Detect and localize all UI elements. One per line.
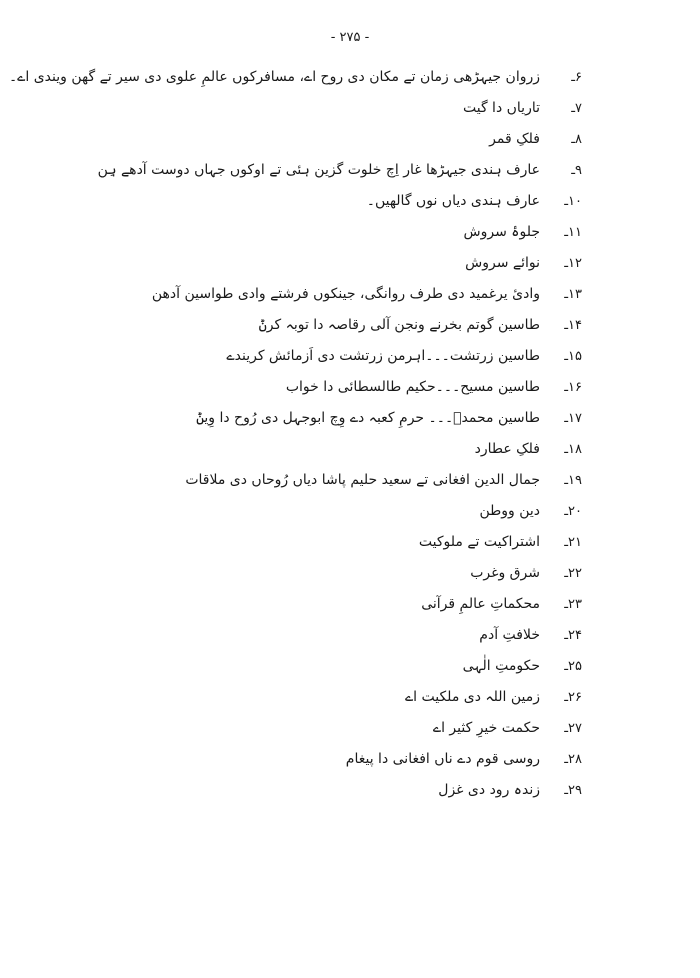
page-number: - ۲۷۵ - <box>330 30 370 45</box>
entry-number: ۲۷ـ <box>564 721 582 736</box>
toc-entry <box>22 279 582 310</box>
entry-number: ۱۶ـ <box>564 380 582 395</box>
entry-title: زندہ رود دی غزل <box>438 782 540 798</box>
entry-title: اشتراکیت تے ملوکیت <box>418 534 540 550</box>
toc-entry <box>22 93 582 124</box>
entry-title: حکمت خیرِ کثیر اے <box>432 720 540 736</box>
entry-number: ۲۸ـ <box>564 752 582 767</box>
table-of-contents <box>8 62 582 806</box>
toc-entry <box>22 217 582 248</box>
entry-title: طاسین مسیح۔۔۔حکیم طالسطائی دا خواب <box>285 379 540 395</box>
toc-entry <box>22 713 582 744</box>
entry-number: ۲۲ـ <box>564 566 582 581</box>
entry-title: زمین اللہ دی ملکیت اے <box>404 689 540 705</box>
entry-number: ۱۲ـ <box>564 256 582 271</box>
entry-number: ۲۹ـ <box>564 783 582 798</box>
toc-entry <box>22 558 582 589</box>
entry-number: ۲۳ـ <box>564 597 582 612</box>
entry-number: ۹ـ <box>571 163 582 178</box>
entry-number: ۲۴ـ <box>564 628 582 643</box>
entry-title: عارف ہندی دیاں نوں گالھیں۔ <box>366 193 540 209</box>
entry-title: طاسین گوتم بخرنے ونجن آلی رقاصہ دا توبہ کرݨ <box>258 317 540 333</box>
entry-title: شرق وغرب <box>470 565 540 581</box>
entry-title: حکومتِ الٰہی <box>462 658 540 674</box>
entry-number: ۱۱ـ <box>564 225 582 240</box>
entry-title: خلافتِ آدم <box>479 627 540 643</box>
toc-entry <box>22 434 582 465</box>
entry-title: وادیٔ یرغمید دی طرف روانگی، جینکوں فرشتے وادی طواسین آدھن <box>151 286 540 302</box>
toc-entry <box>22 775 582 806</box>
entry-title: فلکِ عطارد <box>474 441 540 457</box>
entry-title: دین ووطن <box>479 503 540 519</box>
entry-number: ۱۳ـ <box>564 287 582 302</box>
toc-entry <box>22 186 582 217</box>
toc-entry <box>22 403 582 434</box>
toc-entry <box>22 372 582 403</box>
entry-title: زروان جیہڑھی زمان تے مکان دی روح اے، مسافرکوں عالمِ علوی دی سیر تے گھن ویندی اے۔ <box>8 69 540 85</box>
entry-number: ۲۵ـ <box>564 659 582 674</box>
toc-entry <box>22 744 582 775</box>
entry-number: ۱۷ـ <box>564 411 582 426</box>
entry-number: ۱۹ـ <box>564 473 582 488</box>
toc-entry <box>22 155 582 186</box>
entry-title: طاسین زرتشت۔۔۔اہرمن زرتشت دی اَزمائش کریندے <box>226 348 540 364</box>
toc-entry <box>8 62 582 93</box>
entry-title: فلکِ قمر <box>489 131 540 147</box>
toc-entry <box>22 124 582 155</box>
entry-number: ۱۵ـ <box>564 349 582 364</box>
toc-entry <box>22 682 582 713</box>
toc-entry <box>22 248 582 279</box>
entry-number: ۷ـ <box>571 101 582 116</box>
entry-number: ۲۶ـ <box>564 690 582 705</box>
entry-title: نوائے سروش <box>465 255 540 271</box>
toc-entry <box>22 651 582 682</box>
entry-title: عارف ہندی جیہڑھا غار اِچ خلوت گزین ہئی تے اوکوں جہاں دوست آدھے ہِن <box>97 162 540 178</box>
entry-title: محکماتِ عالمِ قرآنی <box>421 596 540 612</box>
entry-number: ۲۱ـ <box>564 535 582 550</box>
entry-title: تاریاں دا گیت <box>462 100 540 116</box>
toc-entry <box>22 465 582 496</box>
entry-number: ۸ـ <box>571 132 582 147</box>
entry-number: ۶ـ <box>571 70 582 85</box>
entry-title: روسی قوم دے ناں افغانی دا پیغام <box>345 751 540 767</box>
entry-title: جلوۂ سروش <box>463 224 540 240</box>
toc-entry <box>22 310 582 341</box>
entry-number: ۱۴ـ <box>564 318 582 333</box>
toc-entry <box>22 527 582 558</box>
toc-entry <box>22 620 582 651</box>
entry-title: طاسین محمدؐ۔۔۔ حرمِ کعبہ دے وِچ ابوجہل دی رُوح دا وِیݨ <box>196 410 540 426</box>
toc-entry <box>22 341 582 372</box>
entry-title: جمال الدین افغانی تے سعید حلیم پاشا دیاں رُوحاں دی ملاقات <box>185 472 540 488</box>
entry-number: ۲۰ـ <box>564 504 582 519</box>
entry-number: ۱۰ـ <box>564 194 582 209</box>
toc-entry <box>22 496 582 527</box>
toc-entry <box>22 589 582 620</box>
entry-number: ۱۸ـ <box>564 442 582 457</box>
